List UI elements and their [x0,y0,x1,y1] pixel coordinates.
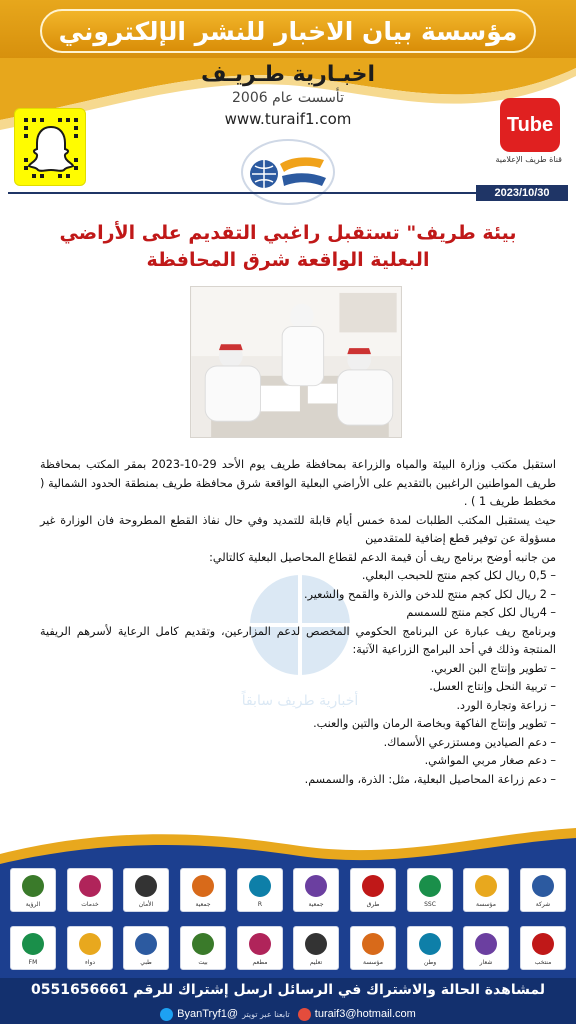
partner-name: مؤسسة [363,959,383,966]
partner-name: جمعية [308,901,324,908]
partner-name: منتخب [534,959,552,966]
partner-emblem-icon [126,929,166,967]
partner-emblem-icon [523,871,563,909]
partner-name: مؤسسة [476,901,497,908]
partner-name: طرق [366,901,380,908]
email-contact[interactable] [298,1008,416,1021]
partner-logo[interactable] [180,926,226,970]
program-item: – تطوير وإنتاج الفاكهة وبخاصة الرمان والتين والعنب. [313,717,556,730]
watermark-text: أخبارية طريف سابقاً [241,693,359,709]
youtube-icon: Tube [500,98,560,152]
partner-name: طبي [140,959,153,966]
partner-name: الأمان [139,901,154,908]
header-bar [0,0,576,62]
youtube-channel[interactable] [495,98,562,170]
partner-emblem-icon [466,871,506,909]
partner-logo[interactable] [407,926,453,970]
partner-emblem-icon [353,871,393,909]
partner-name: شركة [535,901,551,908]
article-body [40,456,556,789]
partner-name: دواء [84,959,95,966]
partner-name: FM [28,959,38,966]
program-item: – دعم الصيادين ومستزرعي الأسماك. [383,735,556,749]
partner-emblem-icon [296,871,336,909]
site-name: اخبـارية طـريـف [201,62,375,87]
twitter-contact[interactable] [160,1008,290,1021]
partner-logo[interactable] [67,868,113,912]
partner-name: بيت [198,959,208,966]
founded-text: تأسست عام 2006 [232,90,344,106]
partner-logo[interactable] [123,926,169,970]
partner-logo[interactable] [180,868,226,912]
program-paragraph: وبرنامج ريف عبارة عن البرنامج الحكومي المخصص لدعم المزارعين، وتقديم كامل الرعاية لأسرهم الريفية المنتجة وذلك في أحد البرامج الزراعية الآتية: [40,624,556,656]
partner-emblem-icon [410,871,450,909]
partner-row-1 [10,868,566,912]
partner-name: SSC [423,901,436,908]
partner-logo[interactable] [520,926,566,970]
partner-logo[interactable] [67,926,113,970]
partner-emblem-icon [410,929,450,967]
snapchat-icon [21,115,81,181]
program-item: – تطوير وإنتاج البن العربي. [430,661,556,675]
partner-logo[interactable] [463,868,509,912]
partner-logo[interactable] [350,926,396,970]
support-item: – 4ريال لكل كجم منتج للسمسم [406,606,556,619]
partner-emblem-icon [183,871,223,909]
support-item: – 2 ريال لكل كجم منتج للدخن والذرة والقمح والشعير. [304,587,556,601]
partner-logo[interactable] [10,926,56,970]
partner-name: مطعم [252,959,268,966]
partner-emblem-icon [523,929,563,967]
bayan-news-logo [240,138,336,206]
partner-logo[interactable] [10,868,56,912]
partner-emblem-icon [126,871,166,909]
partner-logo[interactable] [350,868,396,912]
snapchat-qr[interactable] [14,108,86,186]
paragraph-2: حيث يستقبل المكتب الطلبات لمدة خمس أيام قابلة للتمديد وفي حال نفاذ القطع المطروحة فان الوزارة غير مسؤولة عن توفير قطع إضافية للمتقدمين [40,513,556,545]
partner-logo[interactable] [407,868,453,912]
program-item: – زراعة وتجارة الورد. [456,698,556,712]
program-item: – دعم صغار مربي المواشي. [424,754,556,767]
paragraph-1: استقبل مكتب وزارة البيئة والمياه والزراعة بمحافظة طريف يوم الأحد 29-10-2023 بمقر المكتب بمحافظة طريف المواطنين الراغبين بالتقديم على الأراضي البعلية الواقعة شرق محافظة طريف بمنطقة الحدود الشمالية ( مخطط طريف 1 ) . [40,458,556,508]
publish-date: 2023/10/30 [476,185,568,201]
partner-name: R [257,901,262,908]
partner-emblem-icon [70,929,110,967]
partner-row-2 [10,926,566,970]
partner-logo[interactable] [123,868,169,912]
partner-logo[interactable] [520,868,566,912]
email-address: turaif3@hotmail.com [314,1008,416,1020]
partner-emblem-icon [183,929,223,967]
partner-name: جمعية [195,901,211,908]
contact-bar [0,1004,576,1024]
partner-logo[interactable] [293,926,339,970]
partner-logo[interactable] [463,926,509,970]
partner-emblem-icon [13,871,53,909]
twitter-handle: ByanTryf1@ [177,1008,239,1020]
date-divider [8,192,476,194]
partner-emblem-icon [13,929,53,967]
org-title-banner [40,9,536,53]
partner-emblem-icon [466,929,506,967]
subscribe-text: لمشاهدة الحالة والاشتراك في الرسائل ارسل إشتراك للرقم 0551656661 [31,982,545,998]
partner-logos [10,868,566,984]
partner-emblem-icon [353,929,393,967]
site-url[interactable]: www.turaif1.com [224,110,352,128]
paragraph-3: من جانبه أوضح برنامج ريف أن قيمة الدعم لقطاع المحاصيل البعلية كالتالي: [209,550,556,564]
org-title: مؤسسة بيان الاخبار للنشر الإلكتروني [58,16,518,46]
article-headline: بيئة طريف" تستقبل راغبي التقديم على الأراضي البعلية الواقعة شرق المحافظة [59,222,517,271]
program-item: – دعم زراعة المحاصيل البعلية، مثل: الذرة، والسمسم. [304,772,556,786]
partner-name: تعليم [310,959,323,966]
partner-emblem-icon [70,871,110,909]
partner-logo[interactable] [237,868,283,912]
youtube-caption: قناة طريف الإعلامية [495,155,562,164]
partner-logo[interactable] [237,926,283,970]
partner-name: خدمات [80,901,99,908]
email-icon [298,1008,311,1021]
partner-emblem-icon [240,871,280,909]
twitter-icon [160,1008,173,1021]
support-item: – 0,5 ريال لكل كجم منتج للحبحب البعلي. [361,569,556,582]
twitter-label: تابعنا عبر تويتر [242,1009,290,1019]
partner-emblem-icon [240,929,280,967]
partner-name: وطن [423,959,436,966]
partner-logo[interactable] [293,868,339,912]
partner-emblem-icon [296,929,336,967]
partner-name: الرؤية [25,901,41,908]
program-item: – تربية النحل وإنتاج العسل. [429,680,556,693]
partner-name: شعار [480,959,493,966]
article-photo [190,286,402,438]
